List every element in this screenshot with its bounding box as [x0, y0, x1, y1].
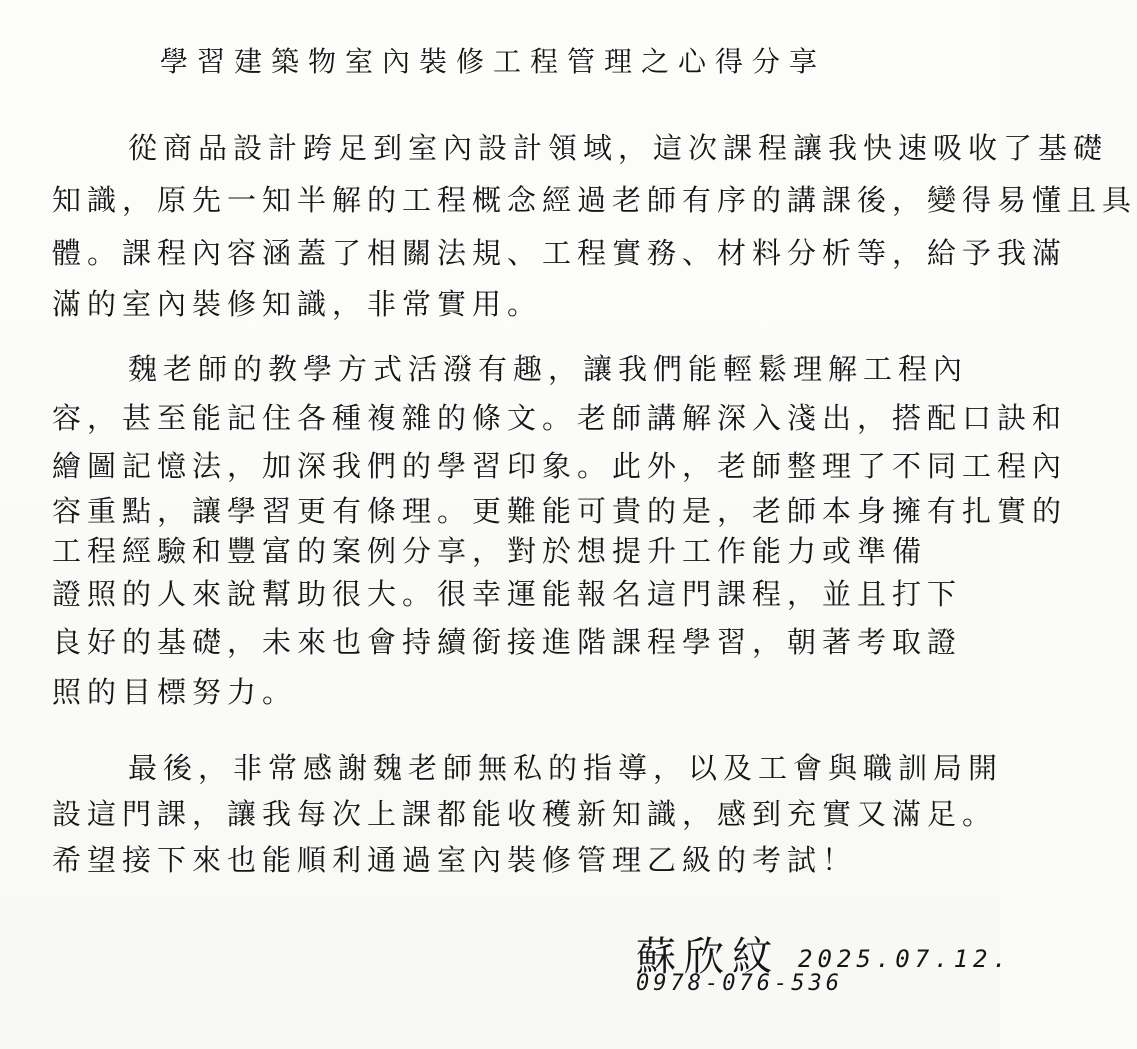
- paragraph-1-line-2: 知識，原先一知半解的工程概念經過老師有序的講課後，變得易懂且具: [52, 183, 1137, 217]
- signature-phone: 0978-076-536: [636, 971, 843, 996]
- paragraph-2-line-1: 魏老師的教學方式活潑有趣，讓我們能輕鬆理解工程內: [128, 352, 969, 386]
- paragraph-1-line-1: 從商品設計跨足到室內設計領域，這次課程讓我快速吸收了基礎: [128, 131, 1109, 165]
- paragraph-2-line-5: 工程經驗和豐富的案例分享，對於想提升工作能力或準備: [52, 534, 928, 568]
- paragraph-1-line-3: 體。課程內容涵蓋了相關法規、工程實務、材料分析等，給予我滿: [52, 236, 1068, 270]
- document-title: 學習建築物室內裝修工程管理之心得分享: [160, 45, 827, 78]
- paragraph-1-line-4: 滿的室內裝修知識，非常實用。: [52, 287, 543, 321]
- paragraph-3-line-1: 最後，非常感謝魏老師無私的指導，以及工會與職訓局開: [128, 751, 1004, 785]
- paragraph-2-line-8: 照的目標努力。: [52, 675, 298, 709]
- paragraph-2-line-4: 容重點，讓學習更有條理。更難能可貴的是，老師本身擁有扎實的: [52, 494, 1068, 528]
- signature-date: 2025.07.12.: [798, 945, 1012, 973]
- paragraph-3-line-2: 設這門課，讓我每次上課都能收穫新知識，感到充實又滿足。: [52, 797, 998, 831]
- paragraph-2-line-3: 繪圖記憶法，加深我們的學習印象。此外，老師整理了不同工程內: [52, 449, 1068, 483]
- paragraph-2-line-6: 證照的人來說幫助很大。很幸運能報名這門課程，並且打下: [52, 577, 963, 611]
- paragraph-3-line-3: 希望接下來也能順利通過室內裝修管理乙級的考試！: [52, 843, 858, 877]
- paragraph-2-line-7: 良好的基礎，未來也會持續銜接進階課程學習，朝著考取證: [52, 625, 963, 659]
- signature-name: 蘇欣紋: [636, 934, 780, 980]
- paragraph-2-line-2: 容，甚至能記住各種複雜的條文。老師講解深入淺出，搭配口訣和: [52, 401, 1068, 435]
